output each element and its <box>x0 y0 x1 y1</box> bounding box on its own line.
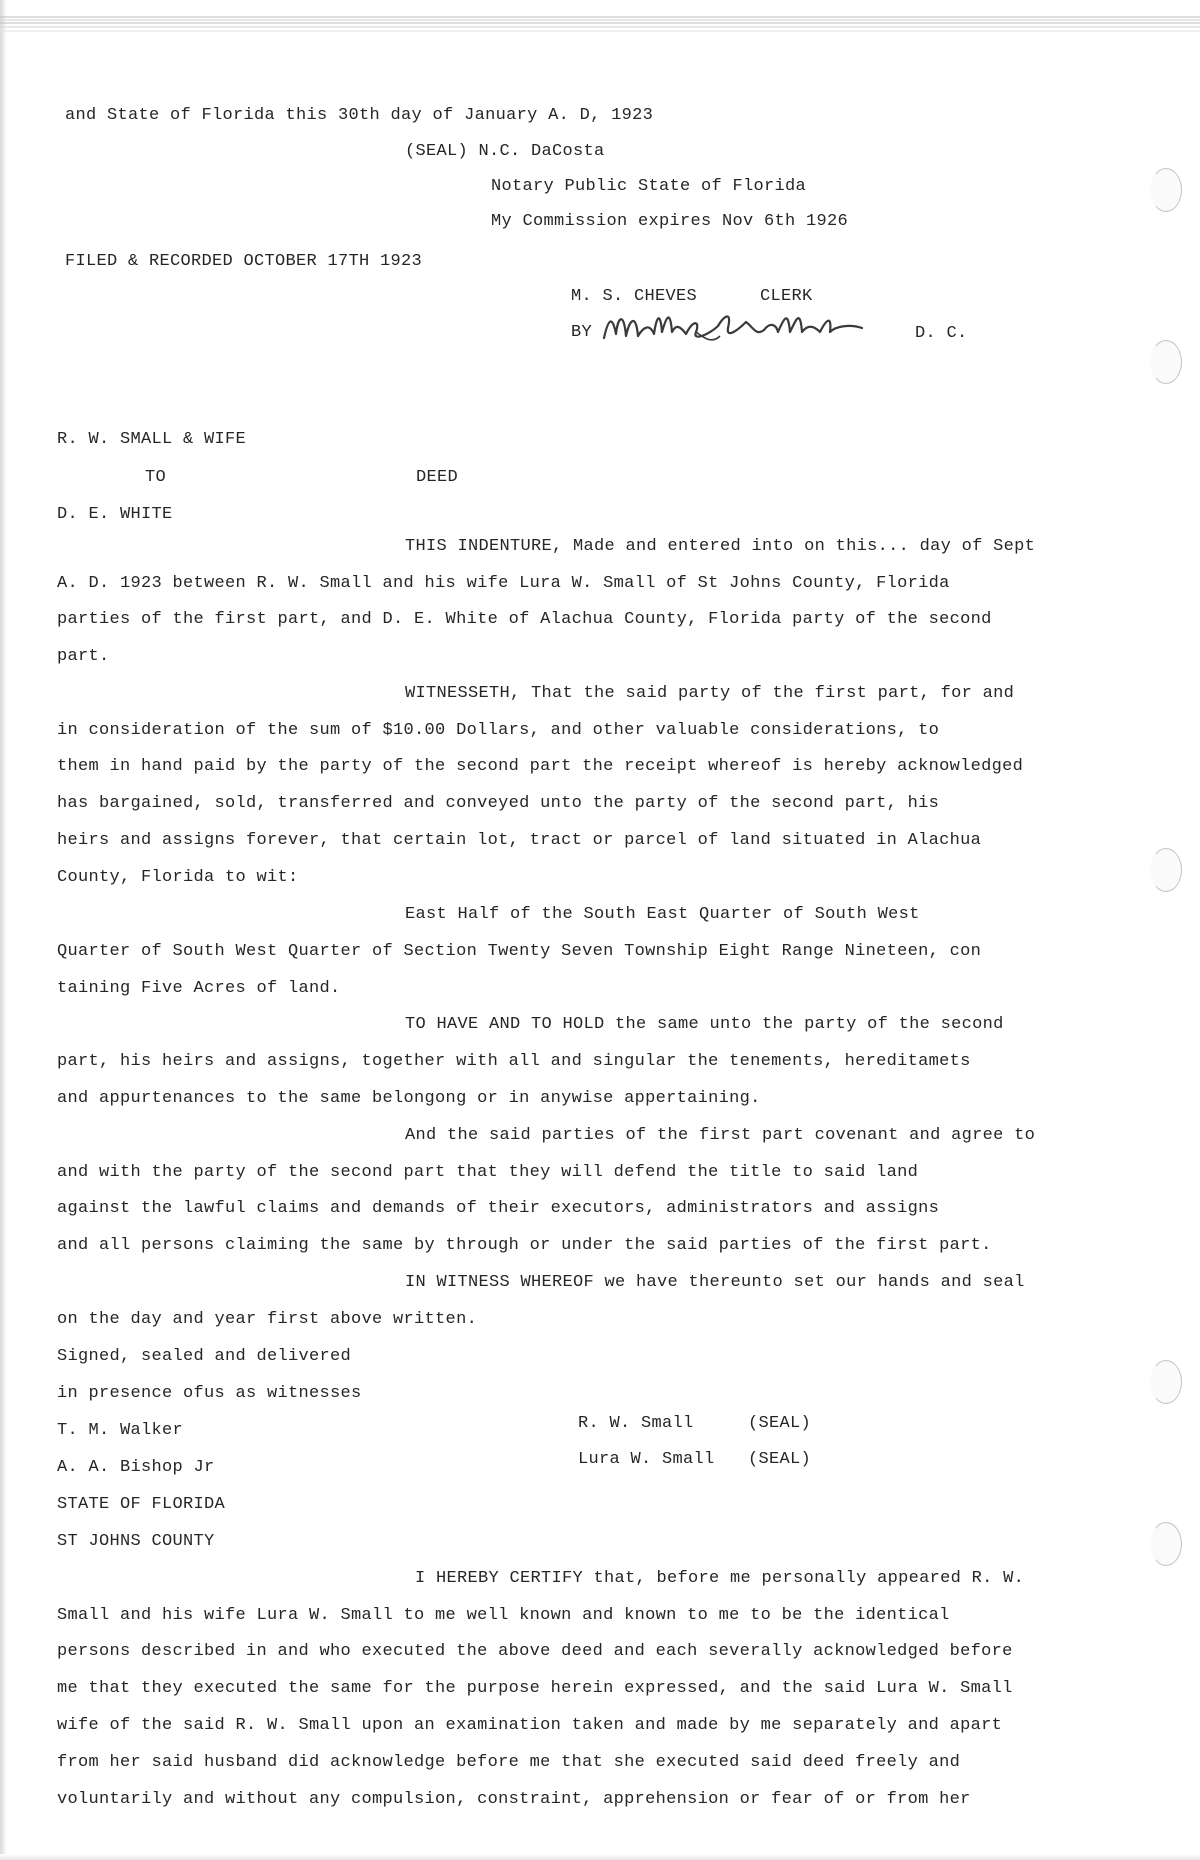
certification-text-line: persons described in and who executed the above deed and each severally acknowledged before <box>57 1642 1013 1661</box>
deed-text-line: heirs and assigns forever, that certain lot, tract or parcel of land situated in Alachua <box>57 831 982 850</box>
binder-hole <box>1150 168 1182 212</box>
deed-text-line: County, Florida to wit: <box>57 868 299 887</box>
deed-text-line: and appurtenances to the same belongong or in anywise appertaining. <box>57 1089 761 1108</box>
grantor-heading: R. W. SMALL & WIFE <box>57 430 247 449</box>
grantor-signature: Lura W. Small <box>578 1450 715 1469</box>
seal-name: (SEAL) N.C. DaCosta <box>405 142 605 161</box>
page-edge-shadow <box>0 0 7 1860</box>
legal-description-line: taining Five Acres of land. <box>57 979 341 998</box>
witnesseth-line: WITNESSETH, That the said party of the first part, for and <box>405 684 1015 703</box>
filed-recorded: FILED & RECORDED OCTOBER 17TH 1923 <box>65 252 423 271</box>
deed-text-line: part. <box>57 647 110 666</box>
binder-hole <box>1150 340 1182 384</box>
venue-county: ST JOHNS COUNTY <box>57 1532 215 1551</box>
certification-text-line: wife of the said R. W. Small upon an examination taken and made by me separately and apart <box>57 1716 1003 1735</box>
attestation-line: Signed, sealed and delivered <box>57 1347 352 1366</box>
deed-text-line: them in hand paid by the party of the second part the receipt whereof is hereby acknowledged <box>57 757 1024 776</box>
deed-text-line: on the day and year first above written. <box>57 1310 478 1329</box>
page-bottom-shadow <box>0 1854 1200 1860</box>
witness-name: T. M. Walker <box>57 1421 184 1440</box>
deed-text-line: has bargained, sold, transferred and conveyed unto the party of the second part, his <box>57 794 940 813</box>
certification-text-line: Small and his wife Lura W. Small to me well known and known to me to be the identical <box>57 1606 950 1625</box>
clerk-name: M. S. CHEVES CLERK <box>571 287 813 306</box>
grantee-heading: D. E. WHITE <box>57 505 173 524</box>
deed-text-line: and all persons claiming the same by through or under the said parties of the first part. <box>57 1236 992 1255</box>
habendum-line: TO HAVE AND TO HOLD the same unto the party of the second <box>405 1015 1004 1034</box>
certification-text-line: from her said husband did acknowledge before me that she executed said deed freely and <box>57 1753 961 1772</box>
seal-mark: (SEAL) <box>748 1414 812 1433</box>
binder-hole <box>1150 1360 1182 1404</box>
document-type: DEED <box>416 468 459 487</box>
binder-hole <box>1150 1522 1182 1566</box>
deed-text-line: against the lawful claims and demands of their executors, administrators and assigns <box>57 1199 940 1218</box>
grantor-signature: R. W. Small <box>578 1414 694 1433</box>
in-witness-line: IN WITNESS WHEREOF we have thereunto set our hands and seal <box>405 1273 1025 1292</box>
by-label: BY <box>571 323 593 342</box>
deputy-clerk-label: D. C. <box>915 324 968 343</box>
venue-state: STATE OF FLORIDA <box>57 1495 226 1514</box>
commission-expiry: My Commission expires Nov 6th 1926 <box>491 212 849 231</box>
clerk-signature <box>600 298 870 354</box>
indenture-line: THIS INDENTURE, Made and entered into on this... day of Sept <box>405 537 1036 556</box>
deed-text-line: parties of the first part, and D. E. White of Alachua County, Florida party of the second <box>57 610 992 629</box>
witness-name: A. A. Bishop Jr <box>57 1458 215 1477</box>
ledger-top-rules <box>0 14 1200 36</box>
binder-hole <box>1150 848 1182 892</box>
notary-title: Notary Public State of Florida <box>491 177 807 196</box>
legal-description-line: Quarter of South West Quarter of Section Twenty Seven Township Eight Range Nineteen, con <box>57 942 982 961</box>
certification-text-line: me that they executed the same for the purpose herein expressed, and the said Lura W. Small <box>57 1679 1013 1698</box>
deed-text-line: A. D. 1923 between R. W. Small and his wife Lura W. Small of St Johns County, Florida <box>57 574 950 593</box>
covenant-line: And the said parties of the first part covenant and agree to <box>405 1126 1036 1145</box>
deed-text-line: in consideration of the sum of $10.00 Dollars, and other valuable considerations, to <box>57 721 940 740</box>
seal-mark: (SEAL) <box>748 1450 812 1469</box>
deed-text-line: and with the party of the second part that they will defend the title to said land <box>57 1163 919 1182</box>
certification-text-line: voluntarily and without any compulsion, constraint, apprehension or fear of or from her <box>57 1790 971 1809</box>
notary-line: and State of Florida this 30th day of January A. D, 1923 <box>65 106 654 125</box>
certification-line: I HEREBY CERTIFY that, before me personally appeared R. W. <box>415 1569 1025 1588</box>
legal-description-line: East Half of the South East Quarter of South West <box>405 905 920 924</box>
to-heading: TO <box>145 468 167 487</box>
attestation-line: in presence ofus as witnesses <box>57 1384 362 1403</box>
deed-text-line: part, his heirs and assigns, together with all and singular the tenements, hereditamets <box>57 1052 971 1071</box>
